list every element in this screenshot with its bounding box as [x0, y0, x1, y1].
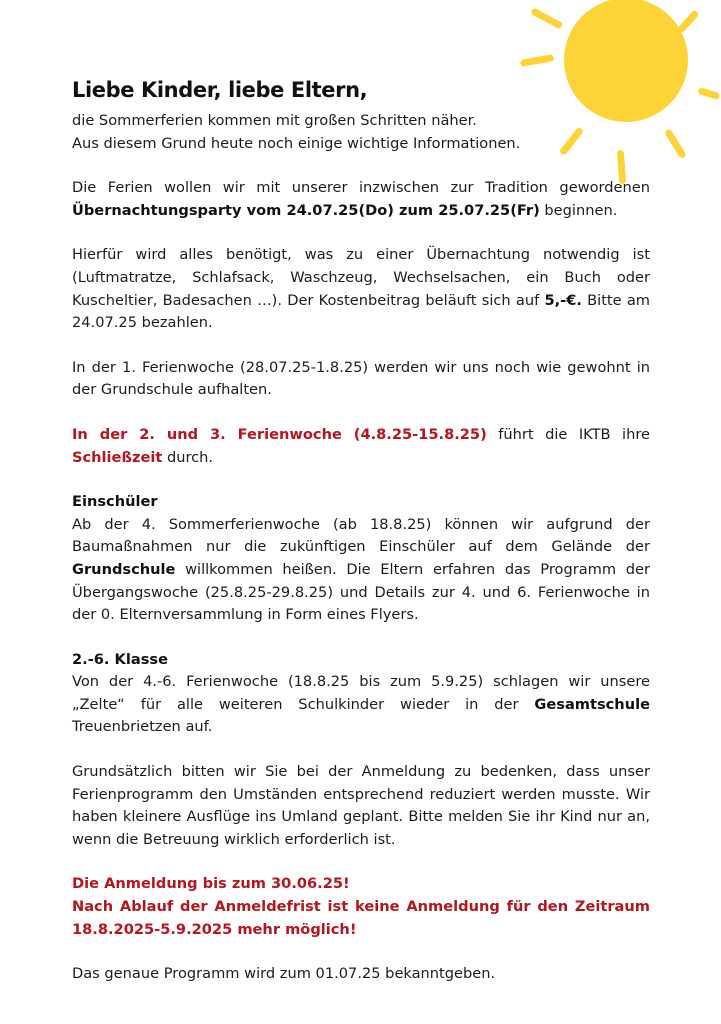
- party-date: Übernachtungsparty vom 24.07.25(Do) zum 25.07.25(Fr): [72, 201, 540, 219]
- greeting-title: Liebe Kinder, liebe Eltern,: [72, 78, 368, 102]
- einschueler-text-2: willkommen heißen. Die Eltern erfahren das Programm der Übergangswoche (25.8.25-29.8.25) und Details zur 4. und 6. Ferienwoche in der 0. Elternversammlung in Form eines Flyers.: [72, 560, 650, 624]
- closure-word: Schließzeit: [72, 448, 163, 466]
- intro-line-2: Aus diesem Grund heute noch einige wichtige Informationen.: [72, 134, 521, 152]
- packing-paragraph: [72, 244, 650, 334]
- klasse-text-1: Von der 4.-6. Ferienwoche (18.8.25 bis zum 5.9.25) schlagen wir unsere „Zelte“ für alle weiteren Schulkinder wieder in der: [72, 673, 650, 713]
- einschueler-paragraph: [72, 514, 650, 627]
- klasse-text-2: Treuenbrietzen auf.: [72, 718, 213, 736]
- registration-warning: Nach Ablauf der Anmeldefrist ist keine Anmeldung für den Zeitraum 18.8.2025-5.9.2025 mehr möglich!: [72, 898, 650, 938]
- cost-amount: 5,-€.: [544, 291, 582, 309]
- intro-line-1: die Sommerferien kommen mit großen Schritten näher.: [72, 112, 477, 129]
- packing-text-2: Bitte am 24.07.25 bezahlen.: [72, 291, 650, 332]
- klasse-heading: 2.-6. Klasse: [72, 650, 168, 668]
- letter-body: [72, 78, 650, 986]
- registration-deadline: Die Anmeldung bis zum 30.06.25!: [72, 875, 350, 893]
- gesamtschule-bold: Gesamtschule: [534, 695, 650, 713]
- week1-paragraph: In der 1. Ferienwoche (28.07.25-1.8.25) werden wir uns noch wie gewohnt in der Grundschule aufhalten.: [72, 358, 650, 399]
- einschueler-heading: Einschüler: [72, 493, 158, 511]
- closure-text-2: durch.: [162, 448, 214, 466]
- closure-paragraph: [72, 424, 650, 469]
- party-text-2: beginnen.: [539, 201, 618, 219]
- closure-weeks: In der 2. und 3. Ferienwoche (4.8.25-15.8.25): [72, 425, 487, 443]
- grundschule-bold: Grundschule: [72, 560, 176, 578]
- closure-text-1: führt die IKTB ihre: [486, 425, 650, 443]
- party-paragraph: [72, 177, 650, 222]
- einschueler-text-1: Ab der 4. Sommerferienwoche (ab 18.8.25) können wir aufgrund der Baumaßnahmen nur die zukünftigen Einschüler auf dem Gelände der: [72, 515, 650, 556]
- program-announcement: Das genaue Programm wird zum 01.07.25 bekanntgeben.: [72, 965, 496, 983]
- klasse-paragraph: [72, 671, 650, 739]
- reduced-program-paragraph: Grundsätzlich bitten wir Sie bei der Anmeldung zu bedenken, dass unser Ferienprogramm den Umständen entsprechend reduziert werden musste. Wir haben kleinere Ausflüge ins Umland geplant. Bitte melden Sie ihr Kind nur an, wenn die Betreuung wirklich erforderlich ist.: [72, 763, 650, 848]
- party-text-1: Die Ferien wollen wir mit unserer inzwischen zur Tradition gewordenen: [72, 179, 650, 197]
- intro-paragraph: [72, 110, 650, 155]
- packing-text-1: Hierfür wird alles benötigt, was zu einer Übernachtung notwendig ist (Luftmatratze, Schlafsack, Waschzeug, Wechselsachen, ein Buch oder Kuscheltier, Badesachen …). Der Kostenbeitrag beläuft sich auf: [72, 246, 650, 309]
